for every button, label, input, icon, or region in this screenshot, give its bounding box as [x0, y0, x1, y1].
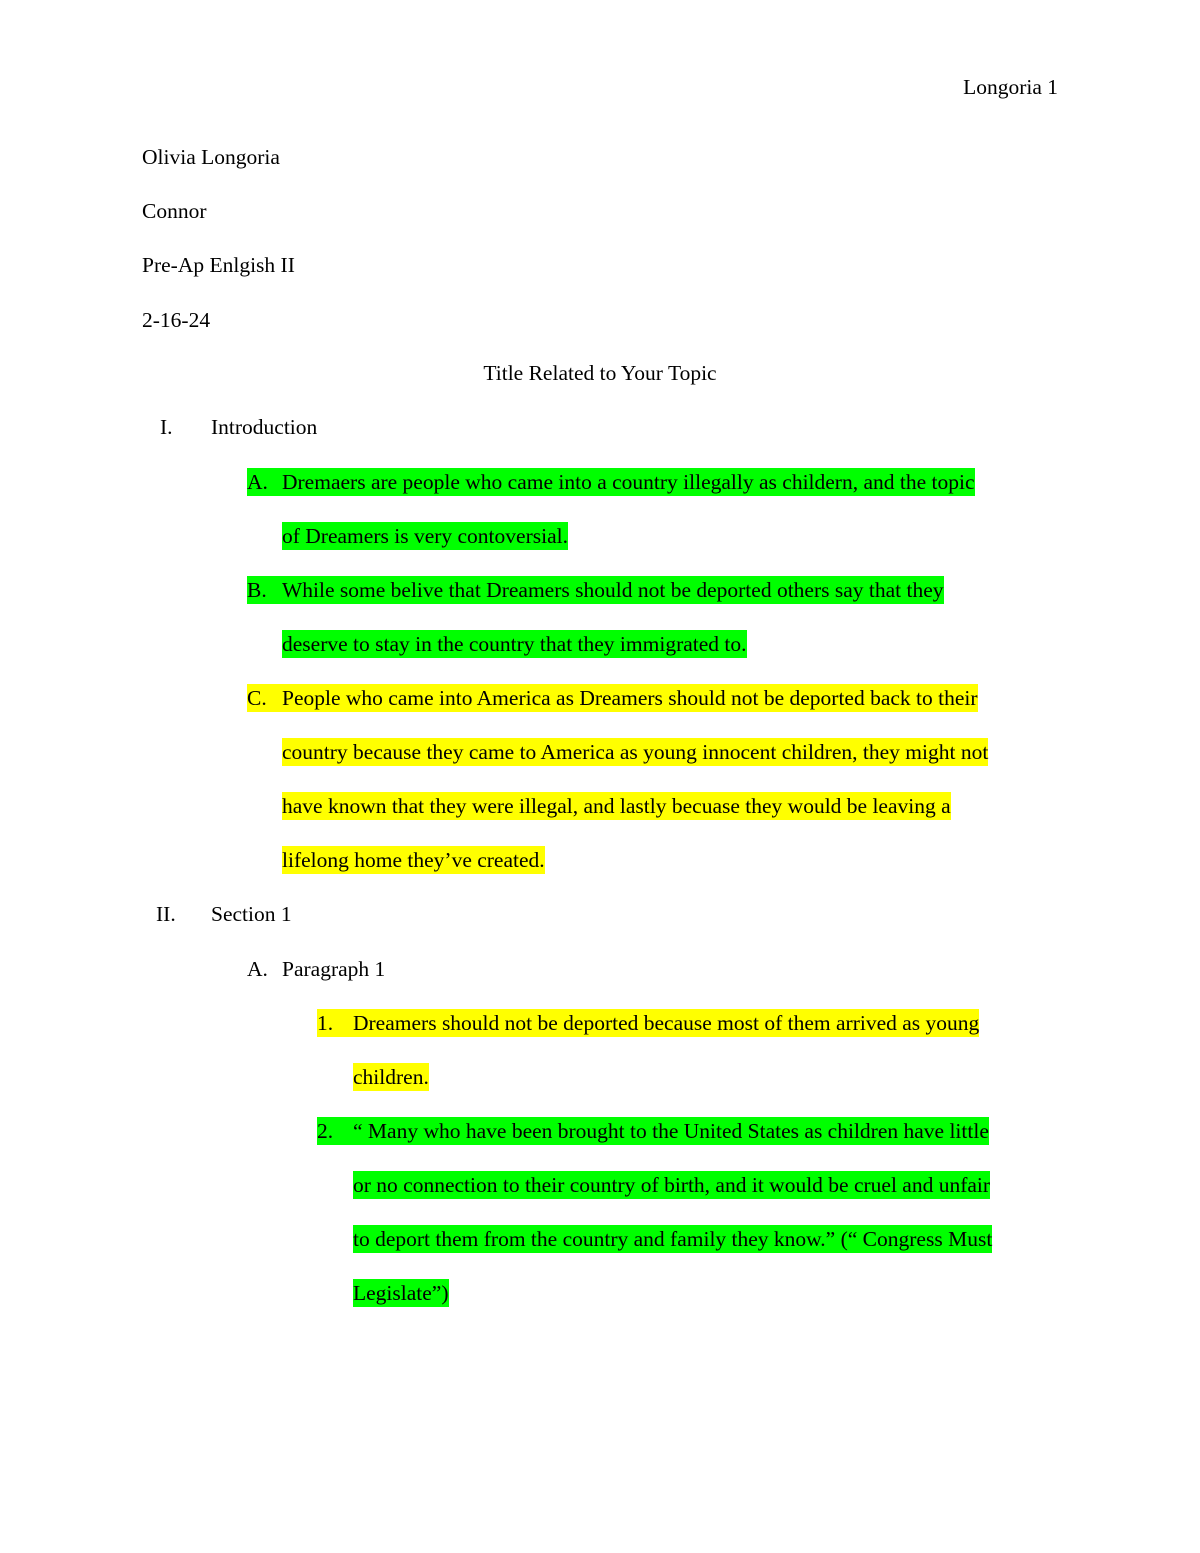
page-title: Title Related to Your Topic — [483, 361, 717, 385]
outline-text-I-C-line4: lifelong home they’ve created. — [282, 848, 545, 872]
outline-text-I-C-line2: country because they came to America as young innocent children, they might not — [282, 740, 989, 764]
outline-heading-section-1: Section 1 — [211, 902, 292, 926]
student-name: Olivia Longoria — [142, 145, 280, 169]
outline-text-II-A-1-line2: children. — [353, 1065, 429, 1089]
course-name: Pre-Ap Enlgish II — [142, 253, 295, 277]
outline-text-II-A-2-line1: “ Many who have been brought to the United States as children have little — [353, 1119, 989, 1143]
outline-marker-II: II. — [156, 902, 176, 926]
outline-text-I-C-line3: have known that they were illegal, and lastly becuase they would be leaving a — [282, 794, 951, 818]
outline-text-I-C-line1: People who came into America as Dreamers should not be deported back to their — [282, 686, 978, 710]
outline-text-I-A-line2: of Dreamers is very contoversial. — [282, 524, 568, 548]
outline-text-I-B-line2: deserve to stay in the country that they immigrated to. — [282, 632, 747, 656]
document-date: 2-16-24 — [142, 308, 211, 332]
outline-heading-introduction: Introduction — [211, 415, 318, 439]
outline-text-II-A-2-line4: Legislate”) — [353, 1281, 449, 1305]
outline-marker-I-C: C. — [247, 684, 282, 712]
teacher-name: Connor — [142, 199, 207, 223]
outline-text-II-A-2-line3: to deport them from the country and family they know.” (“ Congress Must — [353, 1227, 993, 1251]
outline-marker-II-A-2: 2. — [317, 1117, 353, 1145]
outline-text-I-B-line1: While some belive that Dreamers should not be deported others say that they — [282, 578, 944, 602]
outline-marker-II-A-1: 1. — [317, 1009, 353, 1037]
outline-marker-II-A: A. — [247, 957, 268, 981]
running-head: Longoria 1 — [963, 75, 1058, 99]
outline-marker-I: I. — [160, 415, 173, 439]
outline-marker-I-B: B. — [247, 576, 282, 604]
outline-marker-I-A: A. — [247, 468, 282, 496]
outline-text-II-A-1-line1: Dreamers should not be deported because most of them arrived as young — [353, 1011, 980, 1035]
outline-text-II-A-2-line2: or no connection to their country of birth, and it would be cruel and unfair — [353, 1173, 991, 1197]
outline-heading-paragraph-1: Paragraph 1 — [282, 957, 386, 981]
outline-text-I-A-line1: Dremaers are people who came into a country illegally as childern, and the topic — [282, 470, 975, 494]
